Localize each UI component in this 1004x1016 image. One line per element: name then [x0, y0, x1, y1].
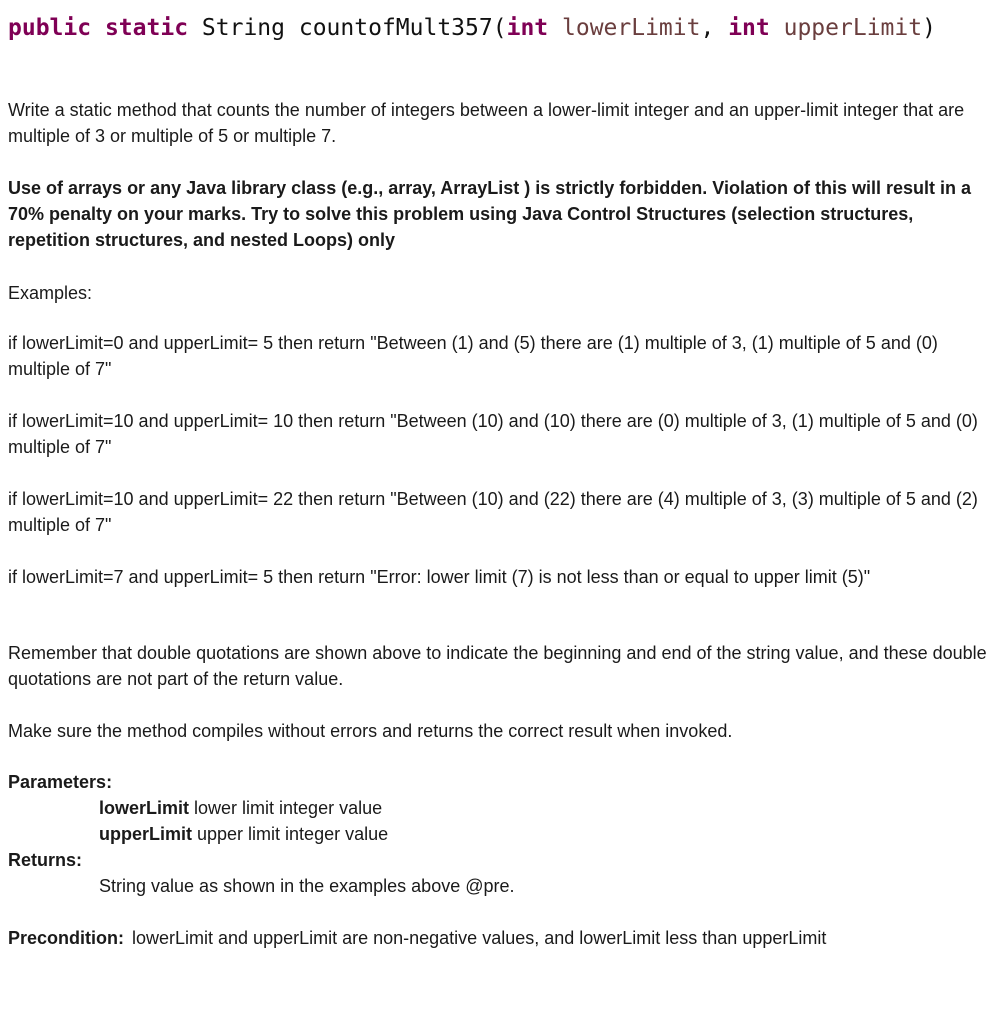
method-name: countofMult357 [298, 15, 493, 41]
description: Write a static method that counts the number of integers between a lower-limit integer and an upper-limit integer that are multiple of 3 or multiple of 5 or multiple 7. [8, 100, 965, 146]
precondition-label: Precondition: [8, 928, 124, 948]
comma: , [700, 15, 715, 41]
param-upperlimit-name: upperLimit [99, 824, 192, 844]
examples-heading: Examples: [8, 283, 93, 303]
parameters-heading: Parameters: [8, 772, 113, 792]
param-lowerlimit-desc: lower limit integer value [194, 798, 383, 818]
example-3: if lowerLimit=10 and upperLimit= 22 then return "Between (10) and (22) there are (4) multiple of 3, (3) multiple of 5 and (2) multiple of 7" [8, 489, 978, 535]
compile-note: Make sure the method compiles without errors and returns the correct result when invoked. [8, 721, 733, 741]
example-4: if lowerLimit=7 and upperLimit= 5 then return "Error: lower limit (7) is not less than or equal to upper limit (5)" [8, 567, 871, 587]
return-type: String [201, 15, 285, 41]
precondition [8, 925, 998, 951]
close-paren: ) [922, 15, 936, 41]
param-lowerlimit [99, 795, 979, 821]
param-upperlimit [99, 821, 979, 847]
remember-note: Remember that double quotations are shown above to indicate the beginning and end of the string value, and these double quotations are not part of the return value. [8, 643, 987, 689]
param-name-2: upperLimit [783, 15, 923, 41]
open-paren: ( [492, 15, 507, 41]
precondition-text: lowerLimit and upperLimit are non-negative values, and lowerLimit less than upperLimit [132, 928, 827, 948]
example-2: if lowerLimit=10 and upperLimit= 10 then return "Between (10) and (10) there are (0) multiple of 3, (1) multiple of 5 and (0) multiple of 7" [8, 411, 978, 457]
keyword-static: static [104, 15, 189, 41]
warning: Use of arrays or any Java library class (e.g., array, ArrayList ) is strictly forbidden. Violation of this will result in a 70% penalty on your marks. Try to solve this problem using Java Control Structures (selection structures, repetition structures, and nested Loops) only [8, 178, 971, 250]
param-lowerlimit-name: lowerLimit [99, 798, 190, 818]
keyword-int-2: int [728, 15, 770, 41]
param-upperlimit-desc: upper limit integer value [197, 824, 389, 844]
example-1: if lowerLimit=0 and upperLimit= 5 then return "Between (1) and (5) there are (1) multiple of 3, (1) multiple of 5 and (0) multiple of 7" [8, 333, 938, 379]
returns-heading: Returns: [8, 850, 83, 870]
keyword-public: public [8, 15, 92, 41]
param-name-1: lowerLimit [562, 15, 701, 41]
returns-desc: String value as shown in the examples above @pre. [99, 876, 515, 896]
keyword-int-1: int [506, 15, 549, 41]
method-signature [8, 12, 936, 44]
